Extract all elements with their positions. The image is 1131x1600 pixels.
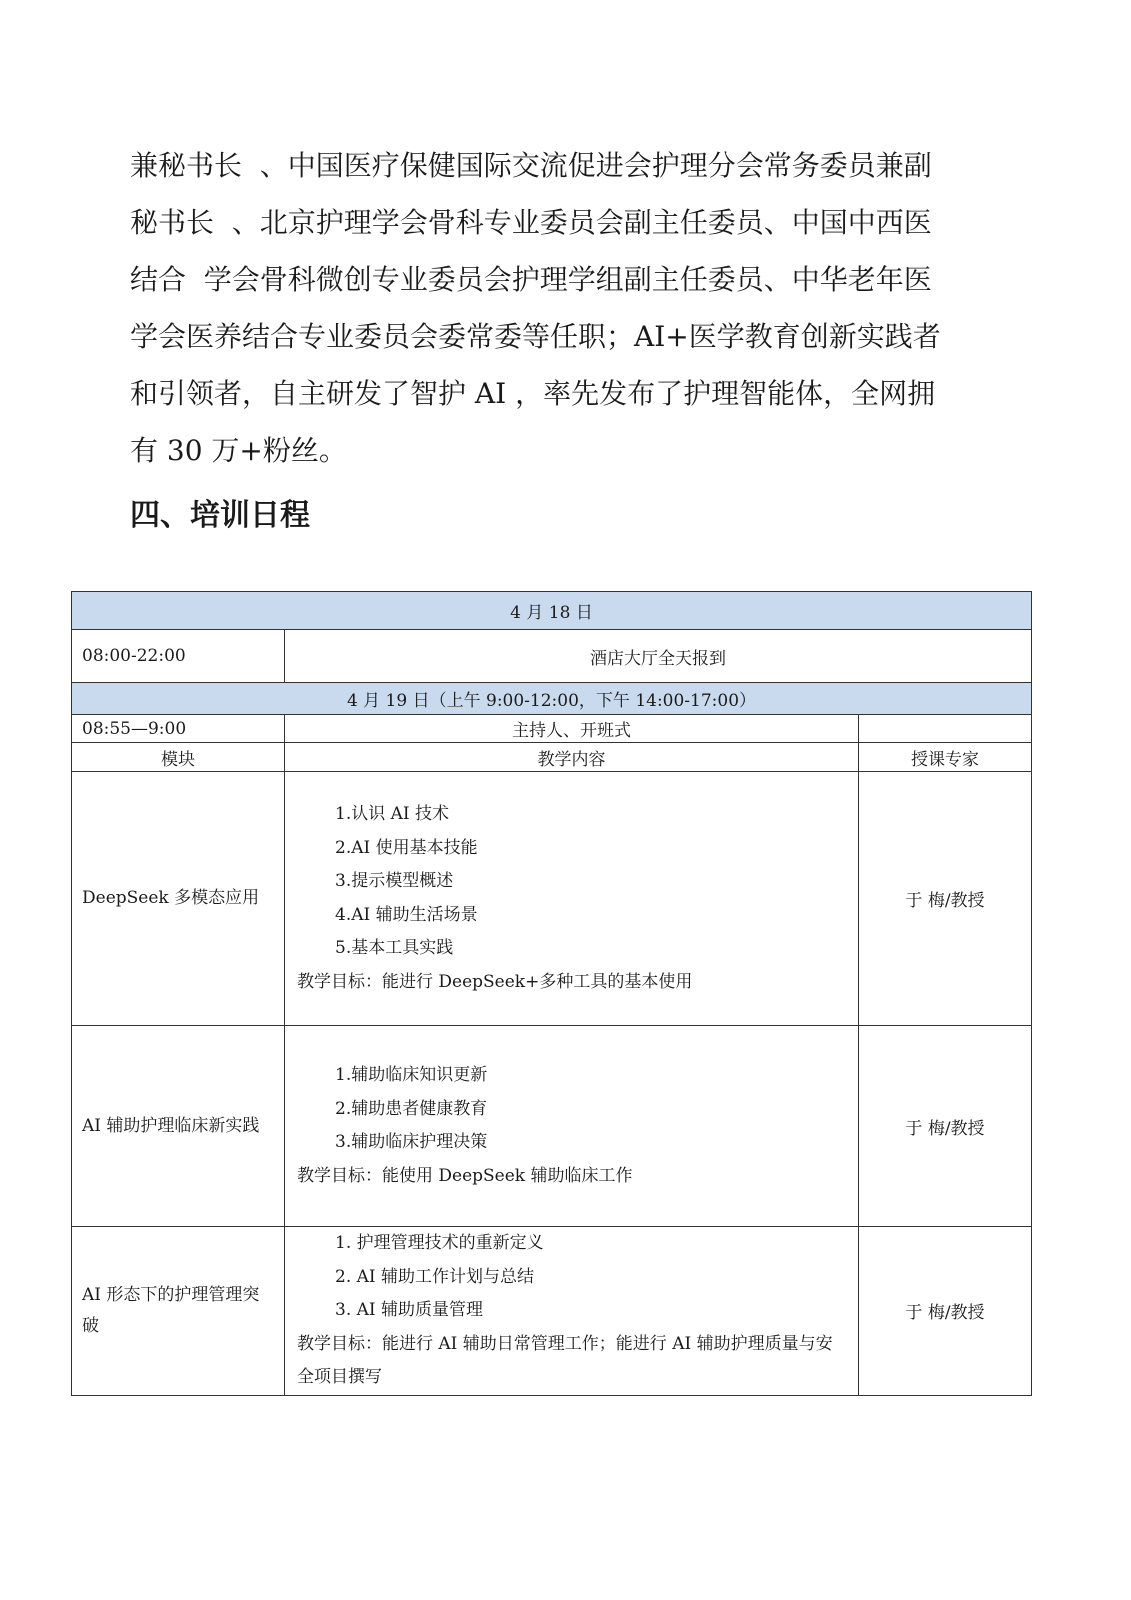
intro-line: 秘书长 、北京护理学会骨科专业委员会副主任委员、中国中西医 [130, 206, 932, 239]
content-item: 5.基本工具实践 [335, 938, 454, 958]
teaching-goal: 教学目标：能进行 AI 辅助日常管理工作；能进行 AI 辅助护理质量与安全项目撰写 [297, 1333, 833, 1387]
intro-line: 有 30 万+粉丝。 [130, 434, 347, 467]
day1-time: 08:00-22:00 [72, 630, 285, 683]
day2-header-row [72, 683, 1032, 715]
module-name: AI 形态下的护理管理突破 [72, 1227, 285, 1396]
schedule-table [71, 591, 1032, 1396]
intro-line: 兼秘书长 、中国医疗保健国际交流促进会护理分会常务委员兼副 [130, 149, 932, 182]
day1-header-row [72, 592, 1032, 630]
content-item: 2.辅助患者健康教育 [335, 1098, 488, 1119]
content-item: 1. 护理管理技术的重新定义 [335, 1233, 544, 1253]
module-content [285, 1026, 859, 1227]
module-row [72, 772, 1032, 1026]
day1-event: 酒店大厅全天报到 [285, 630, 1032, 683]
module-expert: 于 梅/教授 [859, 1026, 1032, 1227]
content-item: 2. AI 辅助工作计划与总结 [335, 1266, 535, 1287]
intro-line: 结合 学会骨科微创专业委员会护理学组副主任委员、中华老年医 [130, 263, 932, 296]
content-item: 4.AI 辅助生活场景 [335, 904, 478, 925]
section-heading: 四、培训日程 [130, 498, 310, 533]
module-row [72, 1227, 1032, 1396]
intro-paragraph [130, 137, 1000, 479]
module-content [285, 1227, 859, 1396]
content-item: 3.提示模型概述 [335, 871, 454, 891]
module-content [285, 772, 859, 1026]
content-item: 2.AI 使用基本技能 [335, 837, 478, 858]
empty-cell [859, 715, 1032, 743]
module-row [72, 1026, 1032, 1227]
col-content-header: 教学内容 [285, 743, 859, 772]
module-name: AI 辅助护理临床新实践 [72, 1026, 285, 1227]
day1-header: 4 月 18 日 [72, 592, 1032, 630]
opening-event: 主持人、开班式 [285, 715, 859, 743]
teaching-goal: 教学目标：能使用 DeepSeek 辅助临床工作 [297, 1165, 633, 1186]
content-item: 3. AI 辅助质量管理 [335, 1300, 484, 1320]
column-header-row [72, 743, 1032, 772]
module-expert: 于 梅/教授 [859, 1227, 1032, 1396]
module-expert: 于 梅/教授 [859, 772, 1032, 1026]
intro-line: 学会医养结合专业委员会委常委等任职；AI+医学教育创新实践者 [130, 320, 941, 353]
intro-line: 和引领者，自主研发了智护 AI ，率先发布了护理智能体，全网拥 [130, 377, 936, 410]
content-item: 1.辅助临床知识更新 [335, 1065, 488, 1085]
module-name: DeepSeek 多模态应用 [72, 772, 285, 1026]
opening-time: 08:55—9:00 [72, 715, 285, 743]
table-row [72, 715, 1032, 743]
col-module-header: 模块 [72, 743, 285, 772]
content-item: 1.认识 AI 技术 [335, 804, 450, 824]
teaching-goal: 教学目标：能进行 DeepSeek+多种工具的基本使用 [297, 971, 693, 992]
table-row [72, 630, 1032, 683]
day2-header: 4 月 19 日（上午 9:00-12:00，下午 14:00-17:00） [72, 683, 1032, 715]
col-expert-header: 授课专家 [859, 743, 1032, 772]
content-item: 3.辅助临床护理决策 [335, 1132, 488, 1152]
